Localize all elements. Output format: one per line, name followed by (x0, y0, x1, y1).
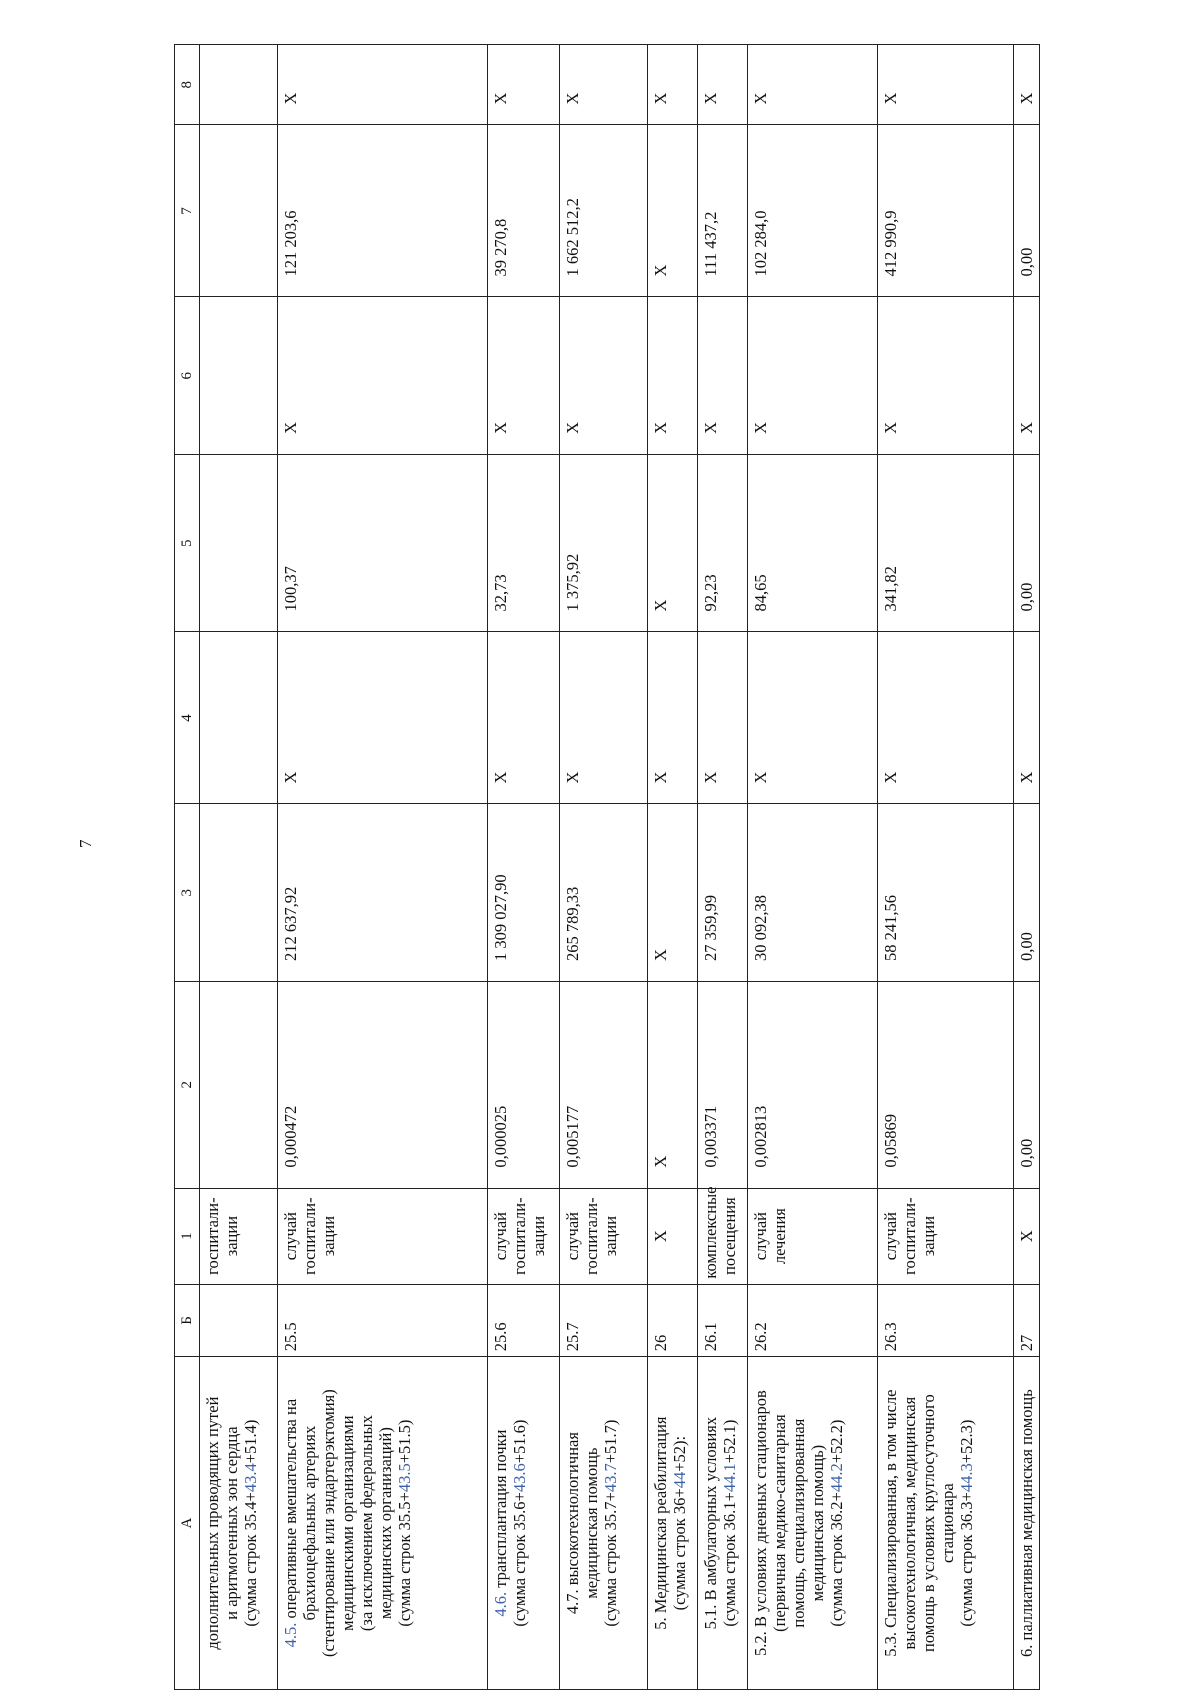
unit-cell (648, 1188, 698, 1284)
unit-line: случай (281, 1211, 300, 1261)
unit-line: зации (529, 1215, 548, 1257)
row-description-line: медицинских организаций) (376, 1427, 395, 1620)
row-description-cell (488, 1357, 560, 1690)
sum-formula-highlight: 44 (670, 1471, 689, 1489)
row-code-cell (200, 1284, 278, 1357)
value-cell-3: 265 789,33 (560, 804, 648, 982)
unit-line: госпитали- (510, 1197, 529, 1275)
row-description-cell (698, 1357, 748, 1690)
unit-line: посещения (720, 1197, 739, 1275)
page-number: 7 (76, 839, 95, 848)
row-description-cell (278, 1357, 488, 1690)
value-cell-2: 0,000025 (488, 982, 560, 1189)
row-code-cell: 25.7 (560, 1284, 648, 1357)
unit-line: зации (919, 1215, 938, 1257)
table-row (560, 45, 648, 1690)
value-cell-3 (200, 804, 278, 982)
value-cell-8: Х (748, 45, 878, 125)
row-code-cell: 27 (1014, 1284, 1040, 1357)
unit-cell (278, 1188, 488, 1284)
row-code-cell: 26 (648, 1284, 698, 1357)
value-cell-2: Х (648, 982, 698, 1189)
row-description-line: медицинская помощь) (808, 1444, 827, 1602)
sum-formula-prefix: (сумма строк 35.5+ (395, 1492, 414, 1627)
unit-cell (560, 1188, 648, 1284)
row-number-label: 4.6. (491, 1591, 510, 1617)
sum-formula-suffix: +51.7) (601, 1419, 620, 1464)
header-cell: 5 (175, 454, 200, 632)
value-cell-2: 0,002813 (748, 982, 878, 1189)
unit-line: случай (491, 1211, 510, 1261)
unit-line: Х (651, 1230, 670, 1243)
row-description-cell (748, 1357, 878, 1690)
row-description-line: (за исключением федеральных (357, 1415, 376, 1632)
unit-cell (200, 1188, 278, 1284)
row-number-label: 4.5. (281, 1622, 300, 1648)
value-cell-6: Х (278, 297, 488, 454)
value-cell-7: 121 203,6 (278, 125, 488, 297)
value-cell-3: 212 637,92 (278, 804, 488, 982)
unit-line: случай (881, 1211, 900, 1261)
unit-line: случай (563, 1211, 582, 1261)
row-sum-formula (670, 1362, 689, 1684)
value-cell-5: 100,37 (278, 454, 488, 632)
sum-formula-prefix: (сумма строк 36+ (670, 1488, 689, 1611)
row-sum-formula (827, 1362, 846, 1684)
value-cell-7: 1 662 512,2 (560, 125, 648, 297)
value-cell-2: 0,000472 (278, 982, 488, 1189)
value-cell-6: Х (648, 297, 698, 454)
value-cell-5: 341,82 (878, 454, 1014, 632)
row-sum-formula (241, 1362, 260, 1684)
row-description-line: дополнительных проводящих путей (203, 1396, 222, 1650)
table-row (698, 45, 748, 1690)
value-cell-4: Х (488, 632, 560, 804)
row-description-cell (878, 1357, 1014, 1690)
value-cell-7 (200, 125, 278, 297)
unit-line: зации (601, 1215, 620, 1257)
row-sum-formula (510, 1362, 529, 1684)
value-cell-4 (200, 632, 278, 804)
header-cell: 6 (175, 297, 200, 454)
value-cell-7: Х (648, 125, 698, 297)
value-cell-7: 0,00 (1014, 125, 1040, 297)
sum-formula-suffix: +52.2) (827, 1419, 846, 1464)
sum-formula-prefix: (сумма строк 36.2+ (827, 1492, 846, 1627)
header-cell: А (175, 1357, 200, 1690)
sum-formula-highlight: 44.1 (720, 1463, 739, 1493)
value-cell-8 (200, 45, 278, 125)
sum-formula-highlight: 44.3 (957, 1463, 976, 1493)
row-description-lead: оперативные вмешательства на (281, 1398, 300, 1623)
value-cell-4: Х (1014, 632, 1040, 804)
row-description-lead: 5. Медицинская реабилитация (651, 1416, 670, 1630)
value-cell-3: Х (648, 804, 698, 982)
value-cell-2: 0,00 (1014, 982, 1040, 1189)
table-row (1014, 45, 1040, 1690)
row-description-line: (первичная медико-санитарная (770, 1414, 789, 1632)
row-code-cell: 26.3 (878, 1284, 1014, 1357)
unit-line: госпитали- (900, 1197, 919, 1275)
value-cell-4: Х (878, 632, 1014, 804)
value-cell-3: 30 092,38 (748, 804, 878, 982)
rotated-table-container (174, 44, 1036, 1690)
sum-formula-suffix: +52): (670, 1435, 689, 1472)
row-description-line: стационара (938, 1483, 957, 1563)
header-cell: 2 (175, 982, 200, 1189)
value-cell-6: Х (748, 297, 878, 454)
unit-cell (748, 1188, 878, 1284)
row-code-cell: 25.5 (278, 1284, 488, 1357)
sum-formula-suffix: +51.6) (510, 1419, 529, 1464)
value-cell-7: 412 990,9 (878, 125, 1014, 297)
value-cell-2: 0,05869 (878, 982, 1014, 1189)
header-cell: 7 (175, 125, 200, 297)
header-row (175, 45, 200, 1690)
value-cell-5: 32,73 (488, 454, 560, 632)
value-cell-5: Х (648, 454, 698, 632)
value-cell-6: Х (488, 297, 560, 454)
header-cell: Б (175, 1284, 200, 1357)
value-cell-8: Х (878, 45, 1014, 125)
sum-formula-prefix: (сумма строк 35.4+ (241, 1492, 260, 1627)
value-cell-2: 0,003371 (698, 982, 748, 1189)
unit-cell (1014, 1188, 1040, 1284)
row-description-lead: 5.1. В амбулаторных условиях (701, 1416, 720, 1630)
value-cell-5: 1 375,92 (560, 454, 648, 632)
header-cell: 3 (175, 804, 200, 982)
row-sum-formula (395, 1362, 414, 1684)
table-row (200, 45, 278, 1690)
value-cell-2 (200, 982, 278, 1189)
value-cell-8: Х (488, 45, 560, 125)
value-cell-7: 111 437,2 (698, 125, 748, 297)
table-row (488, 45, 560, 1690)
value-cell-2: 0,005177 (560, 982, 648, 1189)
row-code-cell: 25.6 (488, 1284, 560, 1357)
unit-line: Х (1017, 1230, 1036, 1243)
unit-line: комплексные (701, 1186, 720, 1279)
data-table (174, 44, 1040, 1690)
unit-line: зации (319, 1215, 338, 1257)
table-row (878, 45, 1014, 1690)
value-cell-8: Х (648, 45, 698, 125)
row-description-line: медицинская помощь (582, 1447, 601, 1599)
sum-formula-highlight: 43.7 (601, 1463, 620, 1493)
value-cell-6: Х (698, 297, 748, 454)
row-description-cell (648, 1357, 698, 1690)
row-description-line: и аритмогенных зон сердца (222, 1426, 241, 1620)
sum-formula-highlight: 43.5 (395, 1463, 414, 1493)
value-cell-3: 27 359,99 (698, 804, 748, 982)
table-row (648, 45, 698, 1690)
value-cell-4: Х (278, 632, 488, 804)
row-sum-formula (957, 1362, 976, 1684)
unit-line: лечения (770, 1208, 789, 1265)
row-description-line: помощь в условиях круглосуточного (919, 1394, 938, 1652)
header-cell: 1 (175, 1188, 200, 1284)
header-cell: 4 (175, 632, 200, 804)
row-sum-formula (720, 1362, 739, 1684)
sum-formula-highlight: 43.6 (510, 1463, 529, 1493)
unit-line: случай (751, 1211, 770, 1261)
row-description-line: медицинскими организациями (338, 1415, 357, 1631)
unit-cell (488, 1188, 560, 1284)
sum-formula-suffix: +51.4) (241, 1419, 260, 1464)
sum-formula-prefix: (сумма строк 35.7+ (601, 1492, 620, 1627)
value-cell-5 (200, 454, 278, 632)
row-description-line: высокотехнологичная, медицинская (900, 1396, 919, 1650)
row-description-cell (1014, 1357, 1040, 1690)
unit-line: зации (222, 1215, 241, 1257)
table-row (748, 45, 878, 1690)
sum-formula-suffix: +52.1) (720, 1419, 739, 1464)
row-description-cell (560, 1357, 648, 1690)
sum-formula-highlight: 43.4 (241, 1463, 260, 1493)
value-cell-6: Х (878, 297, 1014, 454)
header-cell: 8 (175, 45, 200, 125)
row-description-lead: 5.3. Специализированная, в том числе (881, 1389, 900, 1657)
value-cell-8: Х (278, 45, 488, 125)
row-description-lead: 6. паллиативная медицинская помощь (1017, 1389, 1036, 1657)
unit-cell (878, 1188, 1014, 1284)
table-row (278, 45, 488, 1690)
value-cell-5: 92,23 (698, 454, 748, 632)
value-cell-6: Х (1014, 297, 1040, 454)
value-cell-8: Х (560, 45, 648, 125)
row-description-line: помощь, специализированная (789, 1418, 808, 1628)
value-cell-3: 1 309 027,90 (488, 804, 560, 982)
row-description-line: (стентирование или эндартерэктомия) (319, 1389, 338, 1657)
unit-line: госпитали- (203, 1197, 222, 1275)
value-cell-8: Х (1014, 45, 1040, 125)
row-description-lead: трансплантация почки (491, 1429, 510, 1592)
value-cell-7: 39 270,8 (488, 125, 560, 297)
value-cell-3: 58 241,56 (878, 804, 1014, 982)
value-cell-6 (200, 297, 278, 454)
value-cell-5: 0,00 (1014, 454, 1040, 632)
sum-formula-suffix: +51.5) (395, 1419, 414, 1464)
value-cell-7: 102 284,0 (748, 125, 878, 297)
value-cell-4: Х (560, 632, 648, 804)
sum-formula-prefix: (сумма строк 36.3+ (957, 1492, 976, 1627)
sum-formula-highlight: 44.2 (827, 1463, 846, 1493)
row-code-cell: 26.2 (748, 1284, 878, 1357)
row-description-line: брахиоцефальных артериях (300, 1425, 319, 1621)
row-code-cell: 26.1 (698, 1284, 748, 1357)
value-cell-3: 0,00 (1014, 804, 1040, 982)
sum-formula-prefix: (сумма строк 35.6+ (510, 1492, 529, 1627)
unit-cell (698, 1188, 748, 1284)
sum-formula-prefix: (сумма строк 36.1+ (720, 1492, 739, 1627)
value-cell-4: Х (698, 632, 748, 804)
value-cell-5: 84,65 (748, 454, 878, 632)
row-sum-formula (601, 1362, 620, 1684)
value-cell-4: Х (748, 632, 878, 804)
value-cell-6: Х (560, 297, 648, 454)
row-description-lead: 5.2. В условиях дневных стационаров (751, 1390, 770, 1656)
unit-line: госпитали- (582, 1197, 601, 1275)
unit-line: госпитали- (300, 1197, 319, 1275)
sum-formula-suffix: +52.3) (957, 1419, 976, 1464)
row-description-lead: 4.7. высокотехнологичная (563, 1432, 582, 1615)
value-cell-4: Х (648, 632, 698, 804)
row-description-cell (200, 1357, 278, 1690)
value-cell-8: Х (698, 45, 748, 125)
